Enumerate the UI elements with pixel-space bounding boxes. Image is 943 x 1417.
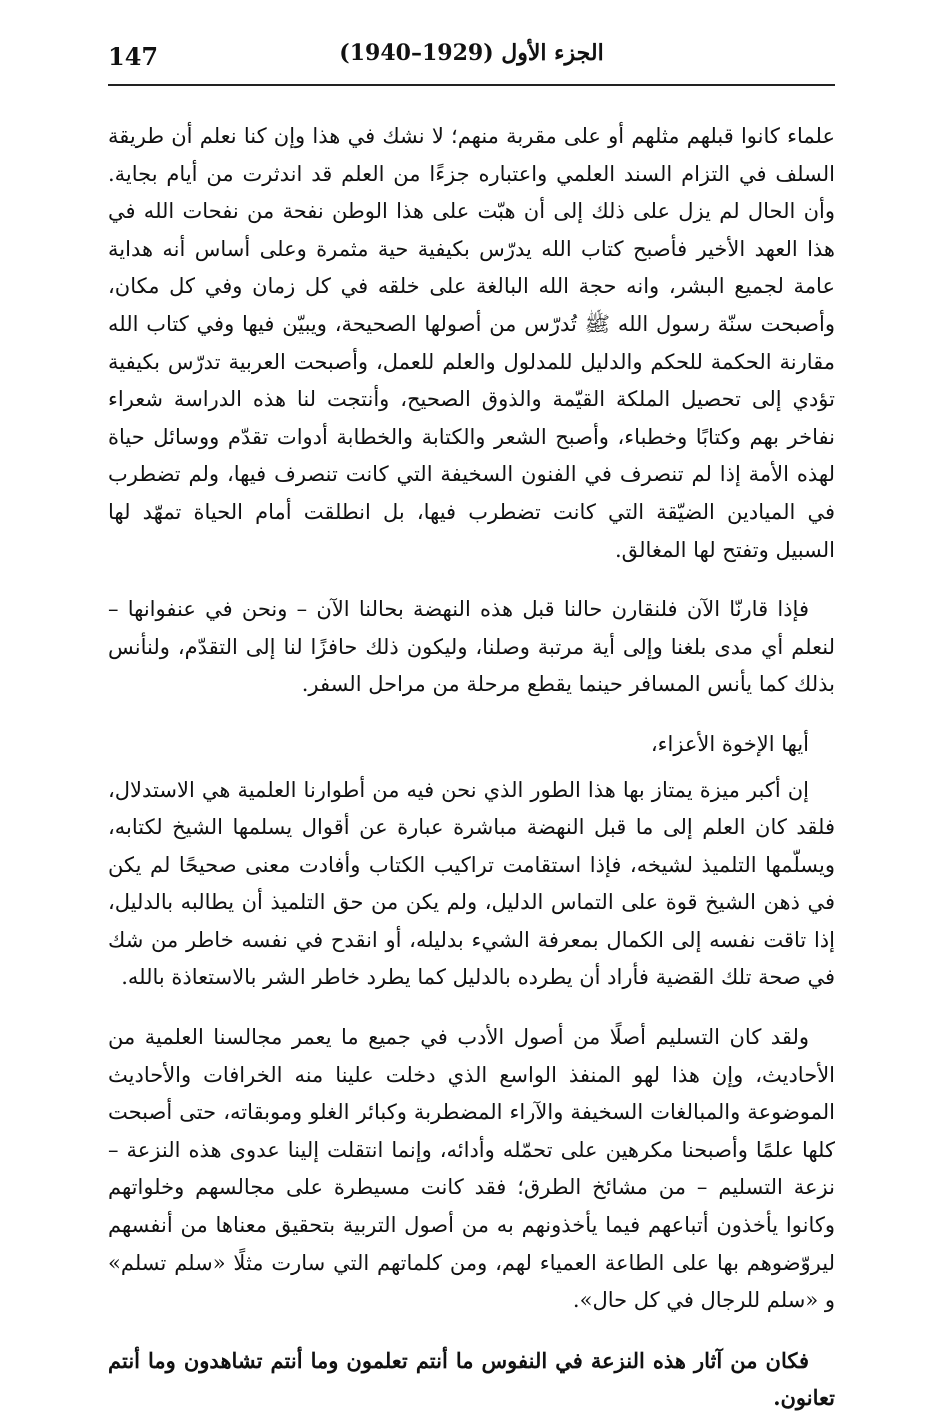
- paragraph-gap: [108, 764, 835, 772]
- page-header: [108, 40, 835, 84]
- paragraph-gap: [108, 704, 835, 726]
- salutation: أيها الإخوة الأعزاء،: [650, 731, 809, 756]
- paragraph-1: علماء كانوا قبلهم مثلهم أو على مقربة منهم؛ لا نشك في هذا وإن كنا نعلم أن طريقة السلف في التزام السند العلمي واعتباره جزءًا من العلم قد اندثرت من أيام بجاية. وأن الحال لم يزل على ذلك إلى أن هبّت على هذا الوطن نفحة من نفحات الله في هذا العهد الأخير فأصبح كتاب الله يدرّس بكيفية حية مثمرة وعلى أساس أنه هداية عامة لجميع البشر، وانه حجة الله البالغة على خلقه في كل زمان وفي كل مكان، وأصبحت سنّة رسول الله ﷺ تُدرّس من أصولها الصحيحة، ويبيّن فيها وفي كتاب الله مقارنة الحكمة للحكم والدليل للمدلول والعلم للعمل، وأصبحت العربية تدرّس بكيفية تؤدي إلى تحصيل الملكة القيّمة والذوق الصحيح، وأنتجت لنا هذه الدراسة شعراء نفاخر بهم وكتابًا وخطباء، وأصبح الشعر والكتابة والخطابة أدوات تقدّم ووسائل حياة لهذه الأمة إذا لم تنصرف في الفنون السخيفة التي كانت تنصرف فيها، ولم تضطرب في الميادين الضيّقة التي كانت تضطرب فيها، بل انطلقت أمام الحياة تمهّد لها السبيل وتفتح لها المغالق.: [108, 124, 835, 562]
- paragraph-2: فإذا قارنّا الآن فلنقارن حالنا قبل هذه النهضة بحالنا الآن – ونحن في عنفوانها – لنعلم أي مدى بلغنا وإلى أية مرتبة وصلنا، وليكون ذلك حافزًا لنا إلى التقدّم، ولنأنس بذلك كما يأنس المسافر حينما يقطع مرحلة من مراحل السفر.: [108, 597, 835, 697]
- paragraph-gap: [108, 997, 835, 1019]
- running-title: الجزء الأول (1929–1940): [339, 40, 604, 66]
- header-divider: [108, 84, 835, 86]
- paragraph-3: إن أكبر ميزة يمتاز بها هذا الطور الذي نحن فيه من أطوارنا العلمية هي الاستدلال، فلقد كان العلم إلى ما قبل النهضة مباشرة عبارة عن أقوال يسلمها الشيخ لكتابه، ويسلّمها التلميذ لشيخه، فإذا استقامت تراكيب الكتاب وأفادت معنى صحيحًا لم يكن في ذهن الشيخ قوة على التماس الدليل، ولم يكن من حق التلميذ أن يطالبه بالدليل، إذا تاقت نفسه إلى الكمال بمعرفة الشيء بدليله، أو انقدح في نفسه خاطر من شك في صحة تلك القضية فأراد أن يطرده بالدليل كما يطرد خاطر الشر بالاستعاذة بالله.: [108, 777, 835, 990]
- paragraph-4: ولقد كان التسليم أصلًا من أصول الأدب في جميع ما يعمر مجالسنا العلمية من الأحاديث، وإن هذا لهو المنفذ الواسع الذي دخلت علينا منه الخرافات والأحاديث الموضوعة والمبالغات السخيفة والآراء المضطربة وكبائر الغلو وموبقاته، حتى أصبحت كلها علمًا وأصبحنا مكرهين على تحمّله وأدائه، وإنما انتقلت إلينا عدوى هذه النزعة – نزعة التسليم – من مشائخ الطرق؛ فقد كانت مسيطرة على مجالسهم وخلواتهم وكانوا يأخذون أتباعهم فيما يأخذونهم به من أصول التربية بتحقيق معناها من أنفسهم ليروّضوهم بها على الطاعة العمياء لهم، ومن كلماتهم التي سارت مثلًا «سلم تسلم» و «سلم للرجال في كل حال».: [108, 1025, 835, 1313]
- paragraph-gap: [108, 1320, 835, 1342]
- paragraph-gap: [108, 569, 835, 591]
- page-body: [108, 118, 835, 1417]
- paragraph-5: فكان من آثار هذه النزعة في النفوس ما أنتم تعلمون وما أنتم تشاهدون وما أنتم تعانون.: [108, 1347, 835, 1411]
- page-number: 147: [108, 42, 159, 71]
